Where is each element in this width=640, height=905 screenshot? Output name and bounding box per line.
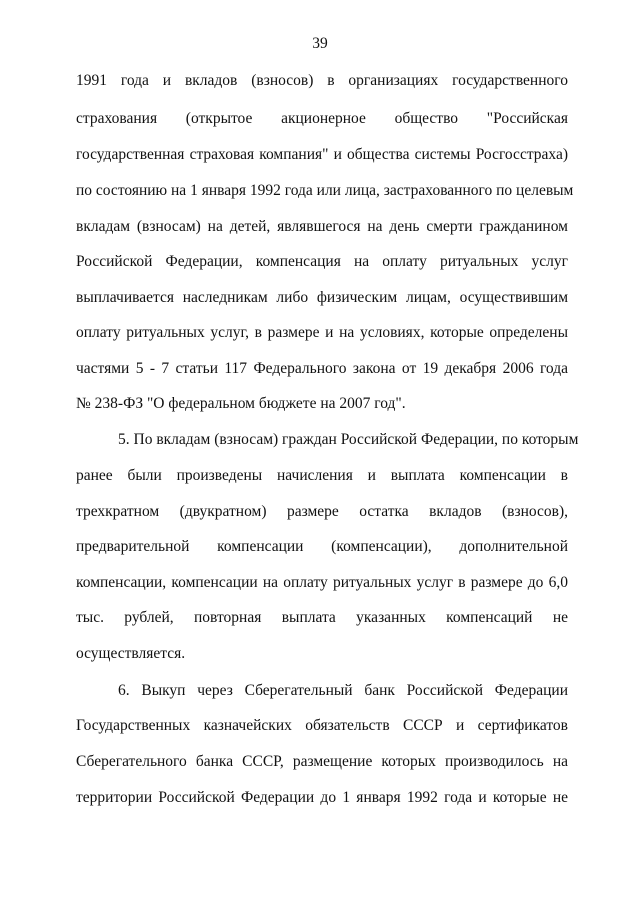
- paragraph-first-line: 6. Выкуп через Сберегательный банк Российской Федерации: [118, 682, 568, 699]
- text-line: ранее были произведены начисления и выплата компенсации в: [76, 467, 568, 484]
- text-line: по состоянию на 1 января 1992 года или лица, застрахованного по целевым: [76, 182, 574, 199]
- text-line: частями 5 - 7 статьи 117 Федерального закона от 19 декабря 2006 года: [76, 360, 568, 377]
- text-line: № 238-ФЗ "О федеральном бюджете на 2007 год".: [76, 395, 406, 412]
- text-line: тыс. рублей, повторная выплата указанных компенсаций не: [76, 609, 568, 626]
- text-line: выплачивается наследникам либо физическим лицам, осуществившим: [76, 289, 568, 306]
- text-line: компенсации, компенсации на оплату ритуальных услуг в размере до 6,0: [76, 574, 568, 591]
- text-line: Государственных казначейских обязательств СССР и сертификатов: [76, 717, 568, 734]
- page-number: 39: [312, 35, 328, 52]
- text-line: страхования (открытое акционерное общество "Российская: [76, 110, 568, 127]
- text-line: осуществляется.: [76, 645, 186, 662]
- text-line: территории Российской Федерации до 1 января 1992 года и которые не: [76, 789, 568, 806]
- text-line: предварительной компенсации (компенсации), дополнительной: [76, 538, 568, 555]
- text-line: трехкратном (двукратном) размере остатка вкладов (взносов),: [76, 503, 568, 520]
- paragraph-first-line: 5. По вкладам (взносам) граждан Российской Федерации, по которым: [118, 431, 579, 448]
- text-line: Российской Федерации, компенсация на оплату ритуальных услуг: [76, 253, 568, 270]
- text-line: 1991 года и вкладов (взносов) в организациях государственного: [76, 72, 568, 89]
- text-line: оплату ритуальных услуг, в размере и на условиях, которые определены: [76, 324, 568, 341]
- text-line: вкладам (взносам) на детей, являвшегося на день смерти гражданином: [76, 218, 568, 235]
- text-line: государственная страховая компания" и общества системы Росгосстраха): [76, 146, 568, 163]
- text-line: Сберегательного банка СССР, размещение которых производилось на: [76, 753, 568, 770]
